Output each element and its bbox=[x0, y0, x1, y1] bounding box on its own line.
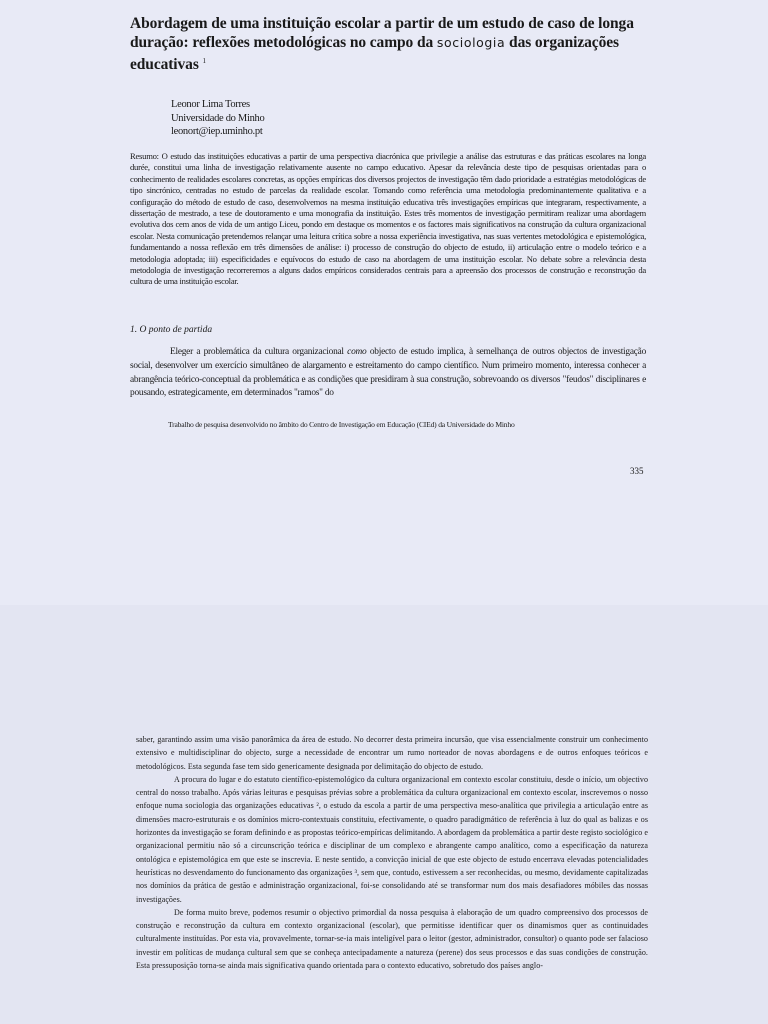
paper-title bbox=[130, 14, 650, 74]
title-footnote-marker: 1 bbox=[202, 57, 206, 65]
page-number: 335 bbox=[630, 466, 644, 476]
paragraph: De forma muito breve, podemos resumir o objectivo primordial da nossa pesquisa à elaboração de um quadro compreensivo dos processos de construção e reconstrução da cultura em contexto organizacional (escolar), que permitisse identificar quer os dinamismos quer as continuidades culturalmente instituídas. Por esta via, provavelmente, tornar-se-ia mais inteligível para o leitor (gestor, administrador, consultor) o quanto pode ser falacioso investir em políticas de mudança cultural sem que se conheça antecipadamente a natureza (perene) dos seus processos e das suas condições de construção. Esta pressuposição torna-se ainda mais significativa quando orientada para o contexto educativo, sobretudo dos países anglo- bbox=[136, 907, 648, 971]
body-text-start: Eleger a problemática da cultura organizacional bbox=[170, 347, 344, 357]
abstract: Resumo: O estudo das instituições educativas a partir de uma perspectiva diacrónica que privilegie a análise das estruturas e das práticas escolares na longa durée, constitui uma linha de investigação relativamente ausente no campo educativo. Apesar da relevância deste tipo de pesquisas orientadas para o conhecimento de realidades escolares concretas, as opções empíricas dos diversos projectos de investigação têm dado prioridade a estratégias metodológicas de tipo sincrónico, centradas no estudo de parcelas da realidade escolar. Tomando como referência uma metodologia predominantemente qualitativa e a configuração do método de estudo de caso, desenvolvemos na mesma instituição educativa três investigações empíricas que integraram, respectivamente, a dissertação de mestrado, a tese de doutoramento e uma monografia da instituição. Estes três momentos de investigação permitiram realizar uma abordagem evolutiva dos cem anos de vida de um antigo Liceu, pondo em destaque os momentos e os factores mais significativos na construção da cultura organizacional escolar. Nesta comunicação pretendemos relançar uma leitura crítica sobre a nossa experiência investigativa, nas suas vertentes metodológica e epistemológica, fundamentando a nossa reflexão em três dimensões de análise: i) processo de construção do objecto de estudo, ii) articulação entre o modelo teórico e a metodologia adoptada; iii) especificidades e equívocos do estudo de caso na abordagem de uma instituição escolar. No debate sobre a relevância desta metodologia de investigação recorreremos a alguns dados empíricos considerados centrais para a apreensão dos processos de construção e reconstrução da cultura de uma instituição escolar. bbox=[130, 151, 646, 287]
author-block bbox=[171, 98, 264, 139]
body-text-emphasis: como bbox=[347, 347, 367, 357]
author-affiliation: Universidade do Minho bbox=[171, 112, 265, 124]
author-email: leonort@iep.uminho.pt bbox=[171, 126, 263, 137]
title-sociologia: sociologia bbox=[436, 35, 506, 50]
paragraph: A procura do lugar e do estatuto científico-epistemológico da cultura organizacional em contexto escolar constituiu, desde o início, um objectivo central do nosso trabalho. Após várias leituras e pesquisas prévias sobre a problemática da cultura organizacional em contexto escolar, inscrevemos o nosso enfoque numa sociologia das organizações educativas ², o estudo da escola a partir de uma perspectiva meso-analítica que privilegia a articulação entre as dimensões macro-estruturais e os domínios micro-contextuais constituiu, efectivamente, o quadro paradigmático de referência à luz do qual as balizas e os horizontes da investigação se foram definindo e as propostas teórico-empíricas delimitando. A abordagem da problemática a partir deste registo sociológico e organizacional permitiu não só a circunscrição teórica e disciplinar de um complexo e abrangente campo analítico, como a especificação da natureza ontológica e epistemológica em que este se inscrevia. E neste sentido, a convicção inicial de que este objecto de estudo encerrava elevadas potencialidades heurísticas no desvendamento do funcionamento das organizações ³, sem que, contudo, estivessem a ser reconhecidas, ou mesmo, devidamente capitalizadas nos domínios da prática de gestão e administração organizacional, foi-se consolidando até se transformar num dos mais desafiadores móbiles das nossas investigações. bbox=[136, 774, 648, 904]
page2-body bbox=[136, 733, 648, 972]
section-heading: 1. O ponto de partida bbox=[130, 325, 213, 335]
author-name: Leonor Lima Torres bbox=[171, 99, 250, 110]
title-part-1: Abordagem de uma instituição escolar a partir de um estudo de caso de longa duração: reflexões metodológicas no campo da bbox=[130, 15, 634, 51]
paragraph: saber, garantindo assim uma visão panorâmica da área de estudo. No decorrer desta primeira incursão, que visa essencialmente construir um conhecimento extensivo e multidisciplinar do objecto, surge a necessidade de encontrar um rumo norteador de novas abordagens e de outros enfoques teóricos e metodológicos. Esta segunda fase tem sido genericamente designada por delimitação do objecto de estudo. bbox=[136, 735, 648, 771]
footnote: Trabalho de pesquisa desenvolvido no âmbito do Centro de Investigação em Educação (CIEd) da Universidade do Minho bbox=[168, 420, 515, 429]
body-paragraph bbox=[130, 346, 646, 401]
title-part-2: das organizações educativas bbox=[130, 34, 619, 74]
body-text-rest: objecto de estudo implica, à semelhança de outros objectos de investigação social, desenvolver um exercício simultâneo de alargamento e estreitamento do campo científico. Num primeiro momento, interessa conhecer a abrangência teórico-conceptual da problemática e as condições que presidiram à sua construção, sobrevoando os diversos "feudos" disciplinares e pousando, estrategicamente, em determinados "ramos" do bbox=[130, 347, 647, 399]
